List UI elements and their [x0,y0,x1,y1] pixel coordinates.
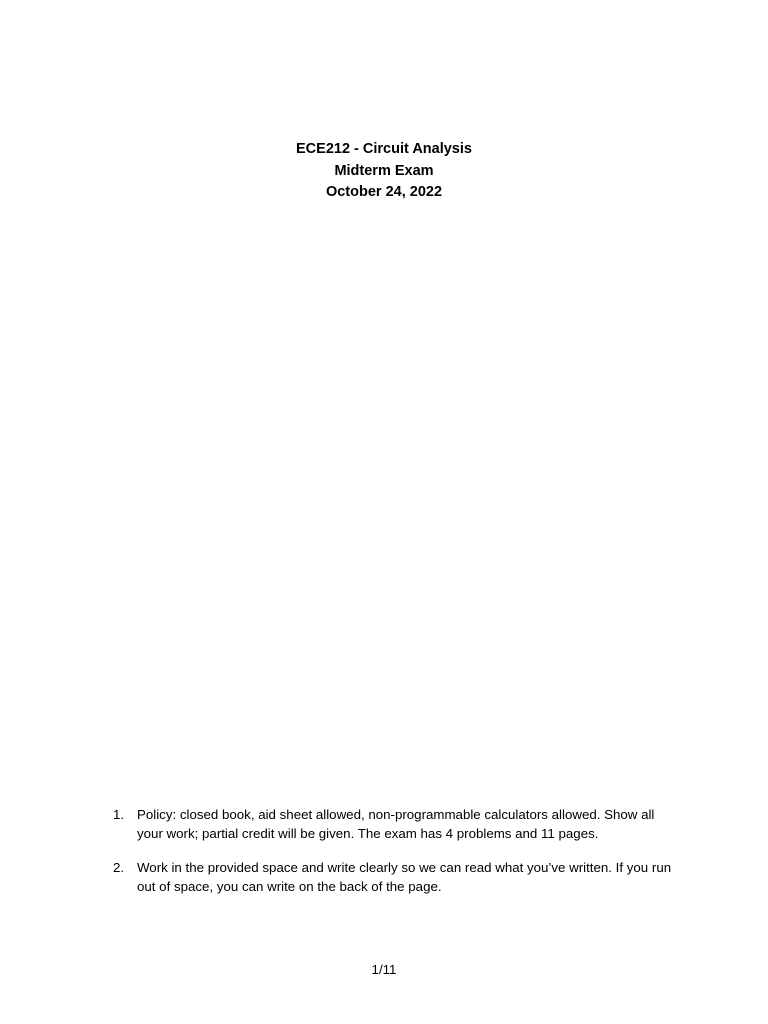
instructions-list [113,805,683,911]
instruction-item [113,805,683,843]
exam-name: Midterm Exam [334,162,434,179]
exam-title-block [0,139,768,204]
page-number: 1/11 [371,962,397,977]
instruction-text: Policy: closed book, aid sheet allowed, non-programmable calculators allowed. Show all your work; partial credit will be given. The exam has 4 problems and 11 pages. [137,807,655,841]
course-title: ECE212 - Circuit Analysis [296,141,472,157]
instruction-item [113,858,683,896]
instruction-number: 1. [113,807,125,822]
exam-date: October 24, 2022 [325,184,443,200]
instruction-number: 2. [113,860,125,875]
instruction-text: Work in the provided space and write clearly so we can read what you’ve written. If you run out of space, you can write on the back of the page. [137,860,672,894]
